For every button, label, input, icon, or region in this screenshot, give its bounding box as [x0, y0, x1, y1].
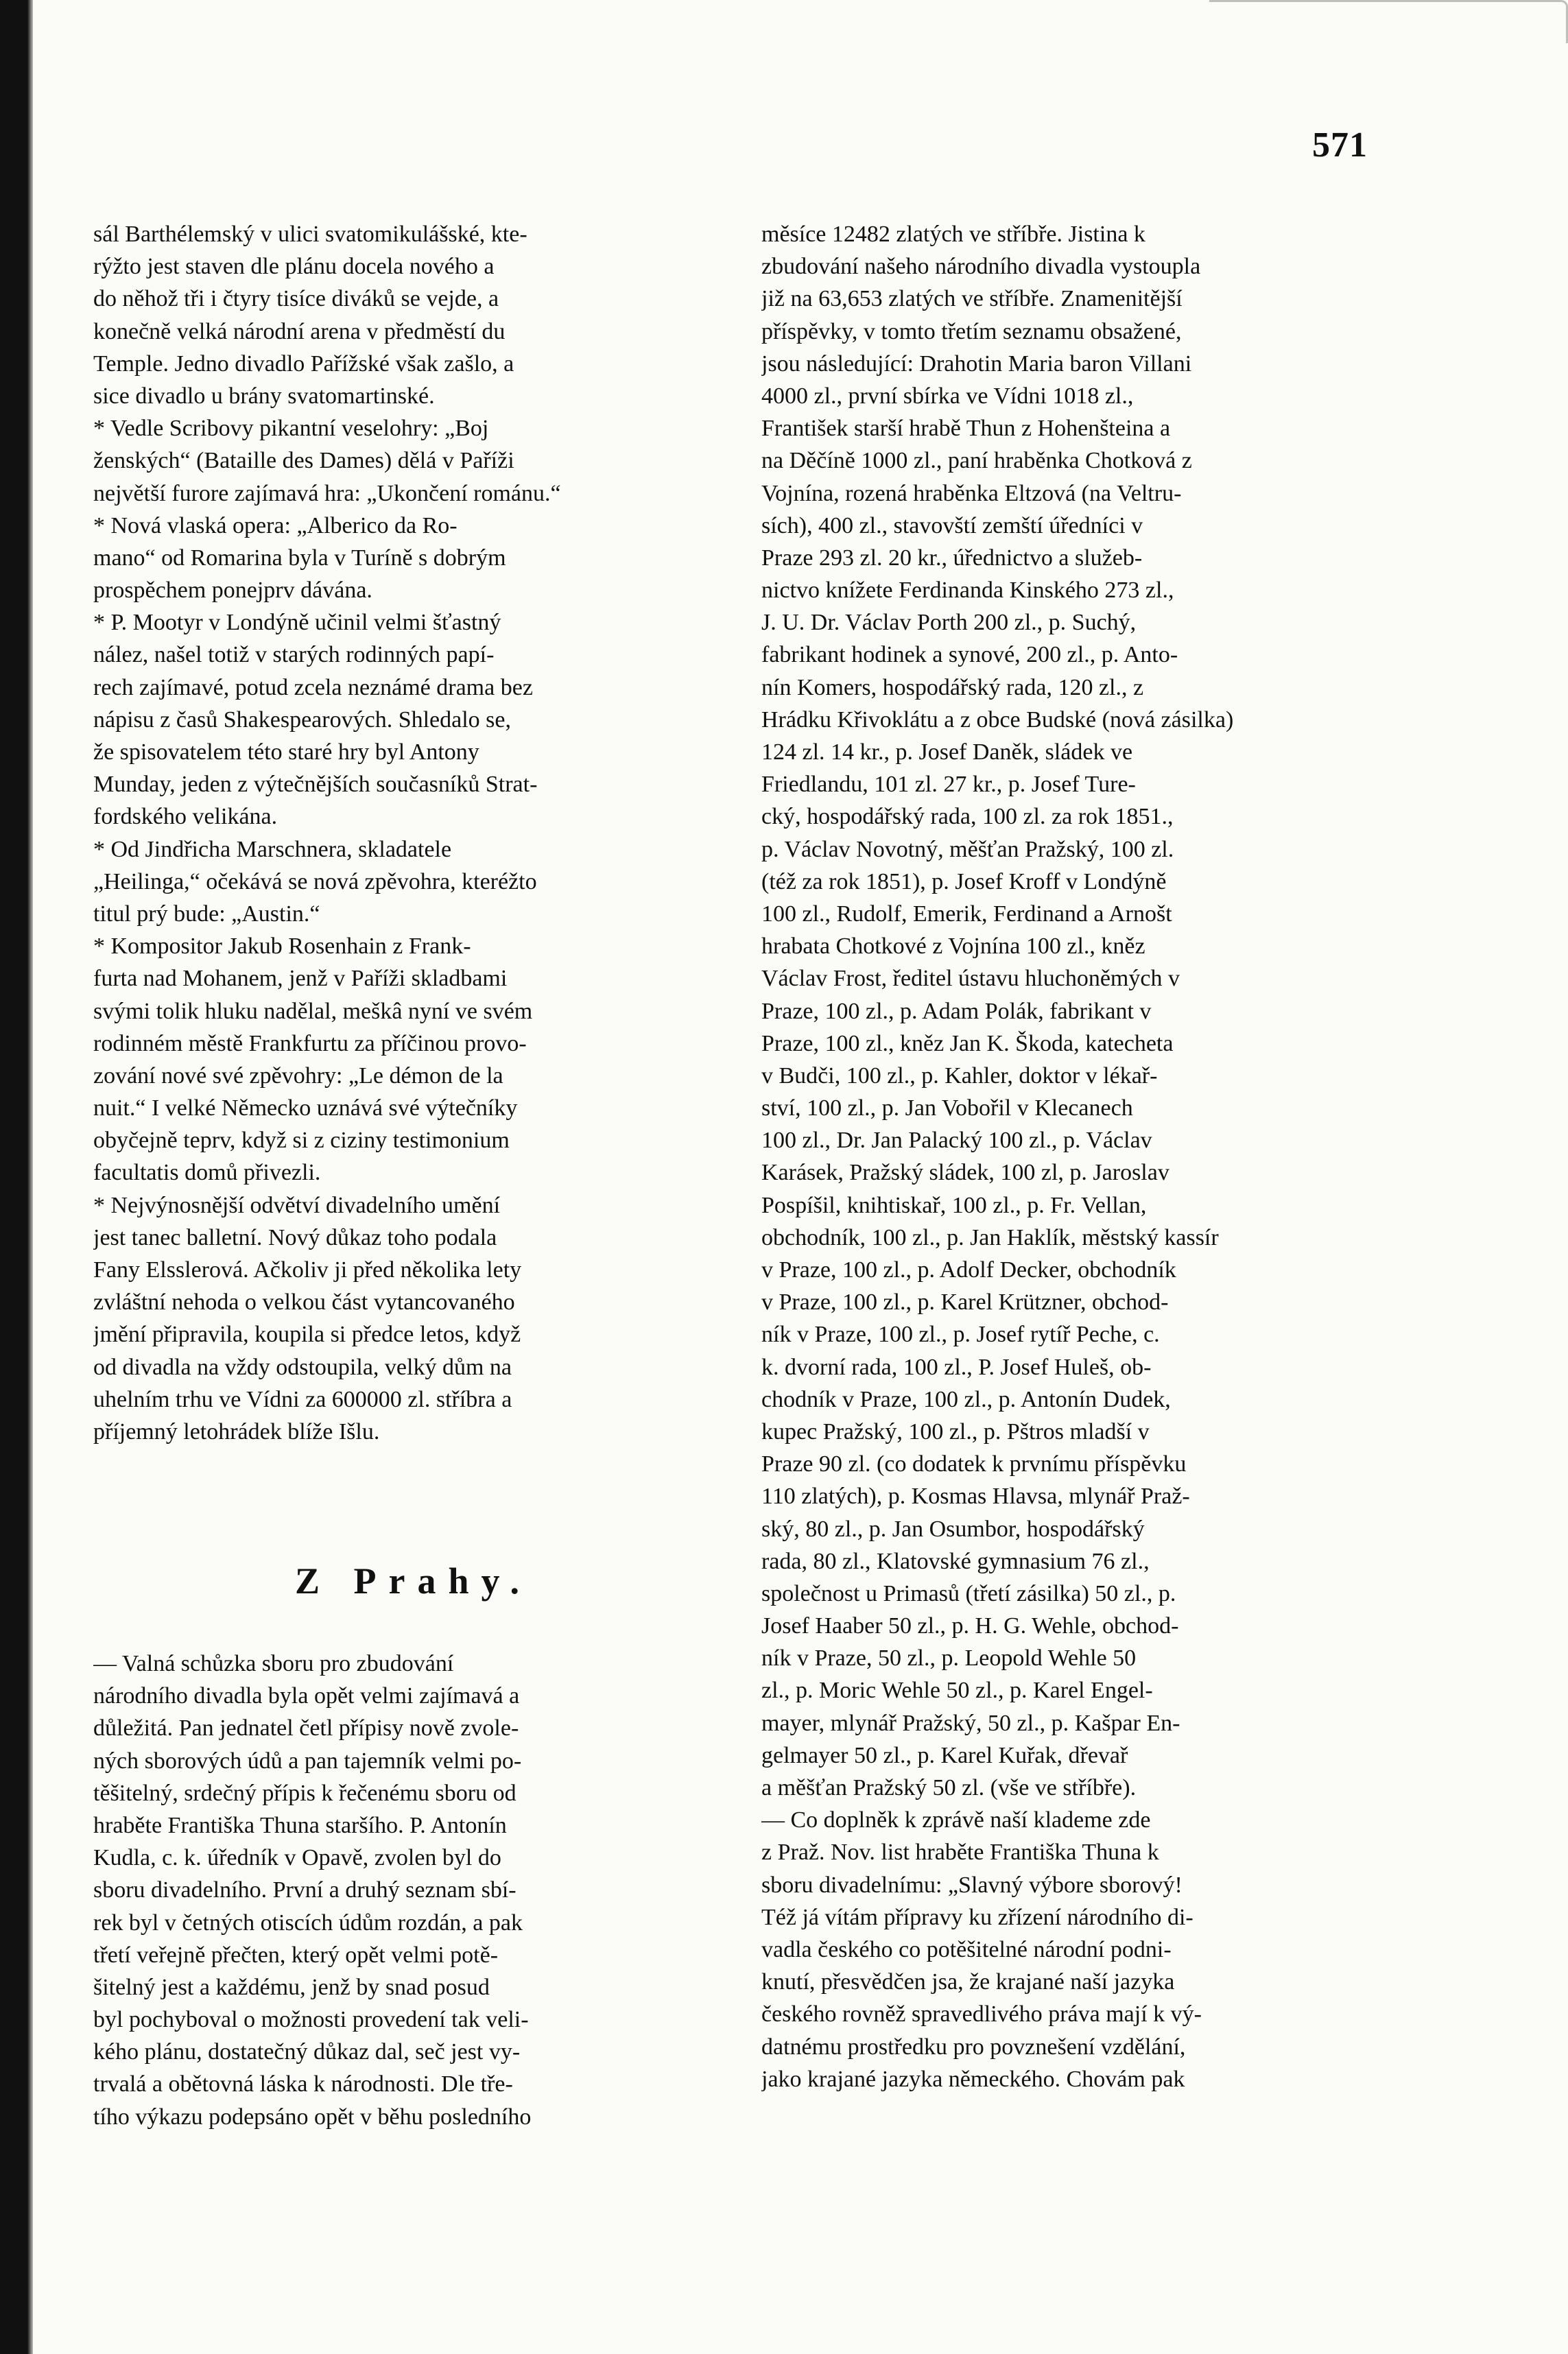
left-column-2-line: sboru divadelního. První a druhý seznam sbí-	[93, 1877, 516, 1903]
left-column-line: svými tolik hluku nadělal, meškâ nyní ve svém	[93, 998, 533, 1024]
left-column-2-line: Kudla, c. k. úředník v Opavě, zvolen byl do	[93, 1845, 501, 1871]
left-column-2-line: třetí veřejně přečten, který opět velmi potě-	[93, 1942, 499, 1968]
left-column-line: Temple. Jedno divadlo Pařížské však zašlo, a	[93, 350, 514, 377]
left-column-line: jmění připravila, koupila si předce letos, když	[93, 1322, 521, 1348]
right-column-line: na Děčíně 1000 zl., paní hraběnka Chotková z	[761, 448, 1192, 474]
left-column-line: fordského velikána.	[93, 804, 278, 830]
right-column-line: sích), 400 zl., stavovští zemští úředníci v	[761, 512, 1143, 538]
left-column-2-line: ných sborových údů a pan tajemník velmi po-	[93, 1748, 522, 1774]
right-column-line: z Praž. Nov. list hraběte Františka Thuna k	[761, 1840, 1159, 1866]
right-column-line: českého rovněž spravedlivého práva mají k vý-	[761, 2001, 1202, 2028]
right-column-line: měsíce 12482 zlatých ve stříbře. Jistina k	[761, 222, 1145, 247]
left-column-line: * Kompositor Jakub Rosenhain z Frank-	[93, 934, 471, 960]
right-column-line: ník v Praze, 100 zl., p. Josef rytíř Peche, c.	[761, 1322, 1160, 1348]
left-column-line: nález, našel totiž v starých rodinných papí-	[93, 642, 495, 668]
right-column-line: — Co doplněk k zprávě naší klademe zde	[761, 1807, 1151, 1833]
right-column-line: datnému prostředku pro povznešení vzdělání,	[761, 2034, 1186, 2060]
right-column-line: cký, hospodářský rada, 100 zl. za rok 1851.,	[761, 804, 1174, 830]
right-column-line: J. U. Dr. Václav Porth 200 zl., p. Suchý,	[761, 610, 1137, 636]
left-column-line: ženských“ (Bataille des Dames) dělá v Paříži	[93, 448, 514, 474]
left-column-line: mano“ od Romarina byla v Turíně s dobrým	[93, 545, 506, 571]
right-column-line: již na 63,653 zlatých ve stříbře. Znamenitější	[761, 286, 1183, 312]
left-column-line: * Od Jindřicha Marschnera, skladatele	[93, 836, 452, 862]
left-column-line: sice divadlo u brány svatomartinské.	[93, 383, 435, 409]
right-column-line: společnost u Primasů (třetí zásilka) 50 zl., p.	[761, 1580, 1176, 1606]
right-column-line: 4000 zl., první sbírka ve Vídni 1018 zl.,	[761, 383, 1134, 409]
left-column-line: jest tanec balletní. Nový důkaz toho podala	[93, 1224, 497, 1250]
right-column-line: Pospíšil, knihtiskař, 100 zl., p. Fr. Vellan,	[761, 1192, 1147, 1218]
right-column-line: k. dvorní rada, 100 zl., P. Josef Huleš, ob-	[761, 1354, 1152, 1380]
left-column-line: * Nejvýnosnější odvětví divadelního umění	[93, 1192, 501, 1218]
right-column-line: vadla českého co potěšitelné národní podni-	[761, 1936, 1172, 1962]
left-column-line: do něhož tři i čtyry tisíce diváků se vejde, a	[93, 286, 499, 312]
right-column-line: 100 zl., Dr. Jan Palacký 100 zl., p. Václav	[761, 1128, 1152, 1154]
left-column-line: Munday, jeden z výtečnějších současníků Strat-	[93, 772, 538, 798]
right-column-line: (též za rok 1851), p. Josef Kroff v Londýně	[761, 868, 1167, 894]
right-column-line: Praze, 100 zl., p. Adam Polák, fabrikant v	[761, 998, 1152, 1024]
left-column-2-line: národního divadla byla opět velmi zajímavá a	[93, 1683, 520, 1709]
right-column-line: v Budči, 100 zl., p. Kahler, doktor v lékař-	[761, 1062, 1158, 1089]
left-column-2-line: — Valná schůzka sboru pro zbudování	[93, 1651, 454, 1676]
binding-edge	[0, 0, 33, 2354]
right-column-line: sboru divadelnímu: „Slavný výbore sborový!	[761, 1872, 1183, 1898]
left-column-line: zování nové své zpěvohry: „Le démon de la	[93, 1062, 503, 1089]
right-column-line: zbudování našeho národního divadla vystoupla	[761, 254, 1201, 280]
right-column-line: Karásek, Pražský sládek, 100 zl, p. Jaroslav	[761, 1160, 1169, 1186]
right-column-line: obchodník, 100 zl., p. Jan Haklík, městský kassír	[761, 1224, 1219, 1250]
left-column-line: nápisu z časů Shakespearových. Shledalo se,	[93, 706, 511, 733]
left-column-line: * Nová vlaská opera: „Alberico da Ro-	[93, 512, 458, 538]
left-column-line: * P. Mootyr v Londýně učinil velmi šťastný	[93, 610, 501, 636]
right-column-line: Praze, 100 zl., kněz Jan K. Škoda, katecheta	[761, 1030, 1174, 1056]
left-column-line: největší furore zajímavá hra: „Ukončení románu.“	[93, 480, 561, 506]
right-column-line: Praze 293 zl. 20 kr., úřednictvo a služeb-	[761, 545, 1143, 571]
right-column-line: gelmayer 50 zl., p. Karel Kuřak, dřevař	[761, 1742, 1128, 1768]
right-column-line: p. Václav Novotný, měšťan Pražský, 100 zl.	[761, 836, 1174, 862]
left-column-2-line: šitelný jest a každému, jenž by snad posud	[93, 1974, 490, 2000]
left-column-2-line: kého plánu, dostatečný důkaz dal, seč jest vy-	[93, 2039, 521, 2065]
left-column-line: „Heilinga,“ očekává se nová zpěvohra, kteréžto	[93, 868, 537, 894]
left-column-line: nuit.“ I velké Německo uznává své výtečníky	[93, 1095, 518, 1121]
right-column-line: rada, 80 zl., Klatovské gymnasium 76 zl.,	[761, 1548, 1150, 1574]
left-column-line: konečně velká národní arena v předměstí du	[93, 318, 506, 344]
page-curl	[1209, 0, 1568, 43]
left-column-2-line: těšitelný, srdečný přípis k řečenému sboru od	[93, 1780, 516, 1806]
right-column-line: 124 zl. 14 kr., p. Josef Daněk, sládek ve	[761, 739, 1133, 765]
left-column-2-line: rek byl v četných otiscích údům rozdán, a pak	[93, 1910, 523, 1936]
right-column-line: chodník v Praze, 100 zl., p. Antonín Dudek,	[761, 1386, 1171, 1412]
left-column-line: že spisovatelem této staré hry byl Antony	[93, 739, 479, 765]
left-column-line: od divadla na vždy odstoupila, velký dům na	[93, 1354, 512, 1380]
left-column-line: facultatis domů přivezli.	[93, 1160, 321, 1186]
right-column-line: 110 zlatých), p. Kosmas Hlavsa, mlynář Praž-	[761, 1484, 1190, 1510]
right-column-line: zl., p. Moric Wehle 50 zl., p. Karel Engel-	[761, 1678, 1153, 1704]
left-column-line: zvláštní nehoda o velkou část vytancovaného	[93, 1289, 515, 1316]
left-column-line: příjemný letohrádek blíže Išlu.	[93, 1418, 380, 1444]
right-column	[761, 218, 1406, 2095]
left-column-line: obyčejně teprv, když si z ciziny testimonium	[93, 1128, 510, 1154]
right-column-line: Též já vítám přípravy ku zřízení národního di-	[761, 1904, 1193, 1930]
right-column-line: Friedlandu, 101 zl. 27 kr., p. Josef Ture-	[761, 772, 1136, 798]
left-column-2-line: tího výkazu podepsáno opět v běhu posledního	[93, 2104, 532, 2130]
right-column-line: jsou následující: Drahotin Maria baron Villani	[761, 350, 1192, 377]
right-column-line: hrabata Chotkové z Vojnína 100 zl., kněz	[761, 934, 1145, 960]
left-column-2	[93, 1648, 717, 2133]
right-column-line: 100 zl., Rudolf, Emerik, Ferdinand a Arnošt	[761, 901, 1172, 927]
left-column-line: uhelním trhu ve Vídni za 600000 zl. stříbra a	[93, 1386, 512, 1412]
right-column-line: knutí, přesvědčen jsa, že krajané naší jazyka	[761, 1969, 1175, 1995]
right-column-line: ský, 80 zl., p. Jan Osumbor, hospodářský	[761, 1516, 1145, 1542]
right-column-line: ství, 100 zl., p. Jan Vobořil v Klecanech	[761, 1095, 1133, 1121]
right-column-line: Vojnína, rozená hraběnka Eltzová (na Veltru-	[761, 480, 1182, 506]
right-column-line: František starší hrabě Thun z Hohenšteina a	[761, 416, 1171, 442]
section-title: Z Prahy.	[295, 1560, 532, 1602]
left-column-2-line: trvalá a obětovná láska k národnosti. Dle tře-	[93, 2071, 513, 2097]
right-column-line: nictvo knížete Ferdinanda Kinského 273 zl.,	[761, 578, 1174, 604]
left-column-line: * Vedle Scribovy pikantní veselohry: „Boj	[93, 416, 489, 442]
left-column-line: titul prý bude: „Austin.“	[93, 901, 320, 927]
right-column-line: a měšťan Pražský 50 zl. (vše ve stříbře).	[761, 1775, 1137, 1800]
right-column-line: fabrikant hodinek a synové, 200 zl., p. Anto-	[761, 642, 1178, 668]
right-column-line: v Praze, 100 zl., p. Karel Krützner, obchod-	[761, 1289, 1169, 1316]
left-column-line: rech zajímavé, potud zcela neznámé drama bez	[93, 674, 533, 700]
left-column-2-line: hraběte Františka Thuna staršího. P. Antonín	[93, 1812, 507, 1838]
right-column-line: ník v Praze, 50 zl., p. Leopold Wehle 50	[761, 1645, 1137, 1672]
left-column-line: Fany Elsslerová. Ačkoliv ji před několika lety	[93, 1257, 522, 1283]
left-column	[93, 218, 717, 1448]
right-column-line: mayer, mlynář Pražský, 50 zl., p. Kašpar En-	[761, 1710, 1180, 1736]
right-column-line: příspěvky, v tomto třetím seznamu obsažené,	[761, 318, 1182, 344]
page-number: 571	[1312, 126, 1368, 165]
right-column-line: nín Komers, hospodářský rada, 120 zl., z	[761, 674, 1144, 700]
left-column-2-line: důležitá. Pan jednatel četl přípisy nově zvole-	[93, 1715, 519, 1741]
right-column-line: Hrádku Křivoklátu a z obce Budské (nová zásilka)	[761, 706, 1234, 733]
right-column-line: Josef Haaber 50 zl., p. H. G. Wehle, obchod-	[761, 1613, 1179, 1639]
left-column-line: furta nad Mohanem, jenž v Paříži skladbami	[93, 966, 508, 992]
right-column-line: Praze 90 zl. (co dodatek k prvnímu příspěvku	[761, 1451, 1187, 1477]
right-column-line: Václav Frost, ředitel ústavu hluchoněmých v	[761, 966, 1180, 992]
right-column-line: v Praze, 100 zl., p. Adolf Decker, obchodník	[761, 1257, 1176, 1283]
left-column-line: prospěchem ponejprv dávána.	[93, 578, 372, 604]
right-column-line: kupec Pražský, 100 zl., p. Pštros mladší v	[761, 1418, 1150, 1444]
left-column-line: rodinném městě Frankfurtu za příčinou provo-	[93, 1030, 527, 1056]
left-column-2-line: byl pochyboval o možnosti provedení tak veli-	[93, 2007, 529, 2033]
left-column-line: rýžto jest staven dle plánu docela nového a	[93, 254, 495, 280]
left-column-line: sál Barthélemský v ulici svatomikulášské, kte-	[93, 222, 527, 247]
right-column-line: jako krajané jazyka německého. Chovám pak	[761, 2066, 1185, 2092]
